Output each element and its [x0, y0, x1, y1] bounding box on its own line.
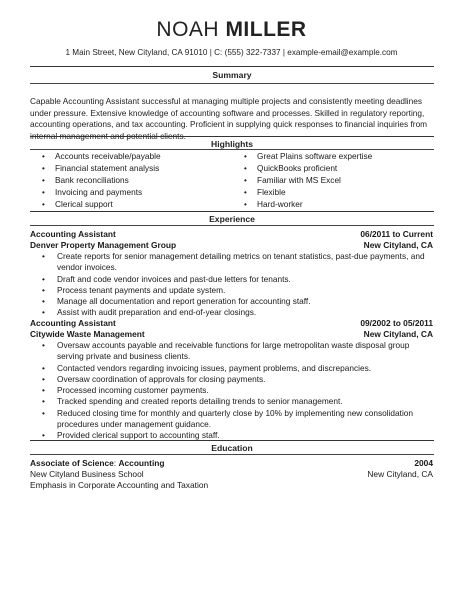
education-degree-line	[30, 458, 165, 468]
highlight-item: • Clerical support	[42, 199, 161, 211]
summary-heading: Summary	[212, 70, 252, 80]
job-duty: • Oversaw accounts payable and receivable functions for large metropolitan waste disposal group serving private and business clients.	[46, 340, 438, 363]
candidate-name	[0, 18, 463, 42]
highlights-heading: Highlights	[210, 139, 253, 149]
highlights-top-rule	[30, 136, 434, 137]
experience-bottom-rule	[30, 225, 434, 226]
job-duty: • Oversaw coordination of approvals for closing payments.	[46, 374, 438, 385]
job-dates: 09/2002 to 05/2011	[360, 318, 433, 328]
highlights-right-list	[244, 151, 372, 210]
highlight-item: • Great Plains software expertise	[244, 151, 372, 163]
job-company: Citywide Waste Management	[30, 329, 145, 339]
job-duty: • Contacted vendors regarding invoicing issues, payment problems, and discrepancies.	[46, 363, 438, 374]
job-duties-list	[46, 340, 438, 442]
job-duty: • Assist with audit preparation and end-of-year closings.	[46, 307, 438, 318]
graduation-year: 2004	[414, 458, 433, 468]
highlights-left-list	[42, 151, 161, 210]
job-duty: • Create reports for senior management detailing metrics on tenant statistics, past-due payments, and vendor invoices.	[46, 251, 438, 274]
summary-top-rule	[30, 66, 434, 67]
school-name: New Cityland Business School	[30, 469, 144, 479]
education-heading: Education	[211, 443, 253, 453]
highlights-bottom-rule	[30, 149, 434, 150]
field-of-study: Accounting	[118, 458, 165, 468]
highlight-item: • Familiar with MS Excel	[244, 175, 372, 187]
degree: Associate of Science	[30, 458, 114, 468]
last-name: MILLER	[225, 18, 307, 41]
summary-bottom-rule	[30, 83, 434, 84]
highlight-item: • QuickBooks proficient	[244, 163, 372, 175]
highlight-item: • Hard-worker	[244, 199, 372, 211]
job-location: New Cityland, CA	[363, 329, 433, 339]
job-title: Accounting Assistant	[30, 318, 116, 328]
contact-line: 1 Main Street, New Cityland, CA 91010 | C: (555) 322-7337 | example-email@example.com	[65, 48, 398, 57]
job-title: Accounting Assistant	[30, 229, 116, 239]
highlight-item: • Financial statement analysis	[42, 163, 161, 175]
experience-heading: Experience	[209, 214, 255, 224]
highlight-item: • Accounts receivable/payable	[42, 151, 161, 163]
education-top-rule	[30, 440, 434, 441]
highlight-item: • Bank reconciliations	[42, 175, 161, 187]
job-duty: • Tracked spending and created reports detailing trends to senior management.	[46, 396, 438, 407]
job-duty: • Provided clerical support to accounting staff.	[46, 430, 438, 441]
education-emphasis: Emphasis in Corporate Accounting and Taxation	[30, 480, 209, 490]
job-duty: • Reduced closing time for monthly and quarterly close by 10% by implementing new consolidation procedures under management guidance.	[46, 408, 438, 431]
degree-separator: :	[113, 458, 117, 468]
school-location: New Cityland, CA	[367, 469, 433, 479]
job-duty: • Process tenant payments and update system.	[46, 285, 438, 296]
summary-text: Capable Accounting Assistant successful at managing multiple projects and consistently meeting deadlines under pressure. Extensive knowledge of accounting software and processes. Skilled in regulatory reporting, accounting operations, and tax accounting. Proficient in supplying quick responses to financial inquiries from internal management and potential clients.	[30, 96, 428, 141]
job-duty: • Processed incoming customer payments.	[46, 385, 438, 396]
job-dates: 06/2011 to Current	[360, 229, 433, 239]
first-name: NOAH	[156, 18, 220, 41]
highlight-item: • Flexible	[244, 187, 372, 199]
education-bottom-rule	[30, 454, 434, 455]
job-location: New Cityland, CA	[363, 240, 433, 250]
job-duty: • Manage all documentation and report generation for accounting staff.	[46, 296, 438, 307]
job-company: Denver Property Management Group	[30, 240, 177, 250]
job-duty: • Draft and code vendor invoices and past-due letters for tenants.	[46, 274, 438, 285]
job-duties-list	[46, 251, 438, 319]
experience-top-rule	[30, 211, 434, 212]
highlight-item: • Invoicing and payments	[42, 187, 161, 199]
